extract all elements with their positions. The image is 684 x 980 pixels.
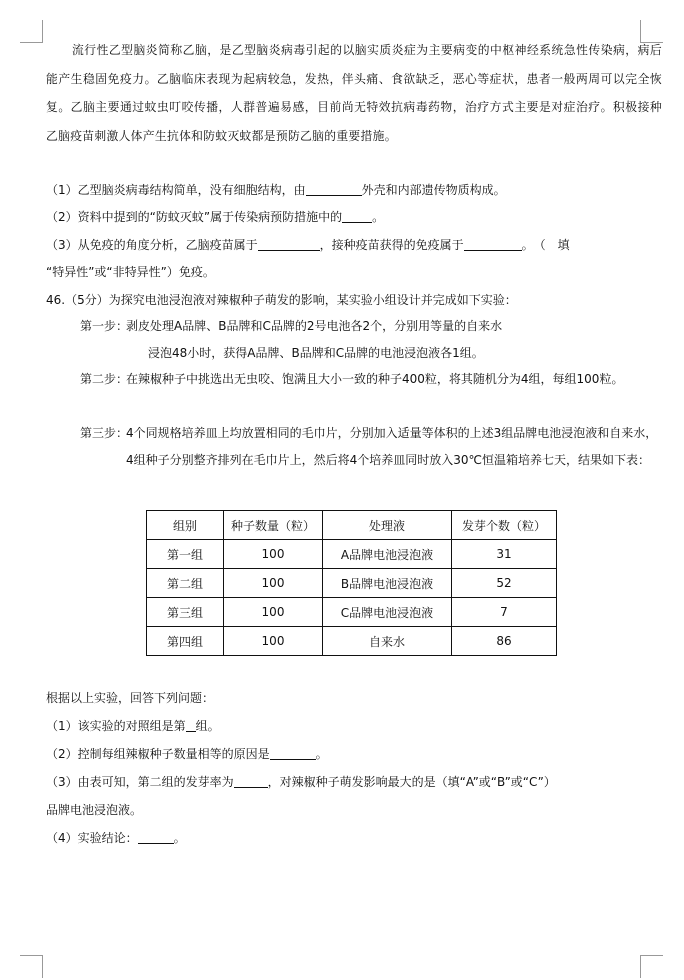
table-cell: 86 <box>452 627 557 656</box>
table-cell: 自来水 <box>323 627 452 656</box>
table-cell: 100 <box>224 540 323 569</box>
step-label: 第三步： <box>80 426 129 440</box>
answer-blank[interactable] <box>234 775 268 788</box>
q46-header: 46.（5分）为探究电池浸泡液对辣椒种子萌发的影响，某实验小组设计并完成如下实验： <box>46 293 517 307</box>
q46-answer-3: （3）由表可知，第二组的发芽率为 ，对辣椒种子萌发影响最大的是（填“A”或“B”或“C”） <box>46 775 556 789</box>
answer-blank[interactable] <box>186 719 196 732</box>
table-cell: 第二组 <box>147 569 224 598</box>
table-cell: B品牌电池浸泡液 <box>323 569 452 598</box>
step-label: 第一步： <box>80 319 129 333</box>
table-cell: 52 <box>452 569 557 598</box>
step-text: 在辣椒种子中挑选出无虫咬、饱满且大小一致的种子400粒，将其随机分为4组，每组100粒。 <box>126 372 624 386</box>
answer-blank[interactable] <box>270 747 316 760</box>
answer-blank[interactable] <box>306 183 362 196</box>
q45-question-1: （1）乙型脑炎病毒结构简单，没有细胞结构，由 外壳和内部遗传物质构成。 <box>46 183 506 197</box>
table-row <box>147 569 557 598</box>
step-label: 第二步： <box>80 372 129 386</box>
table-row <box>147 627 557 656</box>
table-cell: 第四组 <box>147 627 224 656</box>
table-row <box>147 540 557 569</box>
intro-paragraph: 流行性乙型脑炎简称乙脑，是乙型脑炎病毒引起的以脑实质炎症为主要病变的中枢神经系统急性传染病，病后能产生稳固免疫力。乙脑临床表现为起病较急，发热，伴头痛、食欲缺乏，恶心等症状，患者一般两周可以完全恢复。乙脑主要通过蚊虫叮咬传播，人群普遍易感，目前尚无特效抗病毒药物，治疗方式主要是对症治疗。积极接种乙脑疫苗刺激人体产生抗体和防蚊灭蚊都是预防乙脑的重要措施。 <box>46 43 662 143</box>
table-header-cell: 组别 <box>147 511 224 540</box>
q46-answer-1: （1）该实验的对照组是第 组。 <box>46 719 220 733</box>
table-cell: 第一组 <box>147 540 224 569</box>
answer-blank[interactable] <box>464 238 522 251</box>
crop-mark-bottom-right <box>640 955 663 978</box>
table-cell: 7 <box>452 598 557 627</box>
results-table <box>146 510 557 656</box>
table-row <box>147 598 557 627</box>
table-cell: 31 <box>452 540 557 569</box>
crop-mark-top-left <box>20 20 43 43</box>
q46-lead: 根据以上实验，回答下列问题： <box>46 691 215 705</box>
table-header-cell: 发芽个数（粒） <box>452 511 557 540</box>
table-header-cell: 种子数量（粒） <box>224 511 323 540</box>
table-cell: 100 <box>224 569 323 598</box>
table-cell: A品牌电池浸泡液 <box>323 540 452 569</box>
table-cell: 100 <box>224 598 323 627</box>
step-text-line-2: 浸泡48小时，获得A品牌、B品牌和C品牌的电池浸泡液各1组。 <box>148 346 484 360</box>
q46-answer-2: （2）控制每组辣椒种子数量相等的原因是 。 <box>46 747 328 761</box>
step-text-line-1: 剥皮处理A品牌、B品牌和C品牌的2号电池各2个，分别用等量的自来水 <box>126 319 503 333</box>
table-header-row <box>147 511 557 540</box>
q46-step-3 <box>80 420 664 474</box>
q45-question-3-continued: “特异性”或“非特异性”）免疫。 <box>46 265 215 279</box>
answer-blank[interactable] <box>342 210 372 223</box>
answer-blank[interactable] <box>138 831 174 844</box>
table-cell: C品牌电池浸泡液 <box>323 598 452 627</box>
q45-question-3: （3）从免疫的角度分析，乙脑疫苗属于 ，接种疫苗获得的免疫属于 。 （ 填 <box>46 238 570 252</box>
table-cell: 100 <box>224 627 323 656</box>
q46-step-2 <box>80 366 664 393</box>
table-cell: 第三组 <box>147 598 224 627</box>
step-text: 4个同规格培养皿上均放置相同的毛巾片，分别加入适量等体积的上述3组品牌电池浸泡液和自来水，4组种子分别整齐排列在毛巾片上，然后将4个培养皿同时放入30℃恒温箱培养七天，结果如下表： <box>126 426 658 467</box>
table-header-cell: 处理液 <box>323 511 452 540</box>
q45-question-2: （2）资料中提到的“防蚊灭蚊”属于传染病预防措施中的 。 <box>46 210 385 224</box>
q46-answer-3-continued: 品牌电池浸泡液。 <box>46 803 143 817</box>
q46-answer-4: （4）实验结论： 。 <box>46 831 186 845</box>
q46-step-1 <box>80 313 664 367</box>
crop-mark-bottom-left <box>20 955 43 978</box>
answer-blank[interactable] <box>258 238 320 251</box>
